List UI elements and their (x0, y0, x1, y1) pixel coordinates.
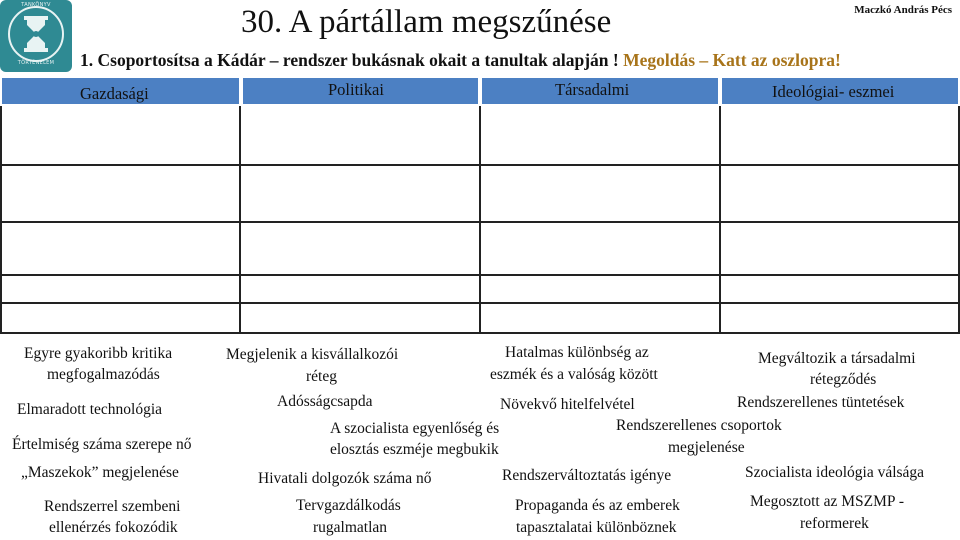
item-text[interactable]: rétegződés (810, 371, 877, 388)
item-text[interactable]: Propaganda és az emberek (515, 497, 680, 514)
column-label-politikai: Politikai (328, 80, 384, 99)
logo-top-text: TANKÖNYV (21, 2, 51, 8)
column-label-tarsadalmi: Társadalmi (555, 80, 630, 99)
item-text[interactable]: Hivatali dolgozók száma nő (258, 470, 432, 487)
answer-grid (0, 106, 960, 334)
author-credit: Maczkó András Pécs (854, 4, 952, 16)
item-text[interactable]: rugalmatlan (313, 519, 388, 536)
item-text[interactable]: Rendszerrel szembeni (44, 498, 181, 515)
item-text[interactable]: Elmaradott technológia (17, 401, 163, 418)
grid-line (0, 164, 960, 166)
grid-line (239, 106, 241, 334)
item-text[interactable]: Szocialista ideológia válsága (745, 464, 925, 481)
textbook-logo (0, 0, 72, 72)
logo-bottom-text: TÖRTÉNELEM (17, 60, 55, 66)
table-header (0, 76, 960, 106)
grid-line (0, 221, 960, 223)
item-text[interactable]: Megváltozik a társadalmi (758, 350, 916, 367)
item-text[interactable]: „Maszekok” megjelenése (21, 464, 179, 481)
grid-line (0, 302, 960, 304)
item-text[interactable]: megjelenése (668, 439, 745, 456)
item-text[interactable]: reformerek (800, 515, 869, 532)
item-text[interactable]: Rendszerellenes tüntetések (737, 394, 905, 411)
item-text[interactable]: ellenérzés fokozódik (49, 519, 178, 536)
item-text[interactable]: Növekvő hitelfelvétel (500, 396, 635, 413)
item-text[interactable]: Egyre gyakoribb kritika (24, 345, 173, 362)
column-label-gazdasagi: Gazdasági (80, 84, 149, 103)
item-text[interactable]: Megjelenik a kisvállalkozói (226, 346, 399, 363)
item-text[interactable]: eszmék és a valóság között (490, 366, 658, 383)
page-title: 30. A pártállam megszűnése (241, 4, 612, 40)
task-text: 1. Csoportosítsa a Kádár – rendszer bukásnak okait a tanultak alapján ! (80, 50, 624, 70)
column-label-ideologiai: Ideológiai- eszmei (772, 82, 895, 101)
item-text[interactable]: Rendszerváltoztatás igénye (502, 467, 672, 484)
item-text[interactable]: Értelmiség száma szerepe nő (12, 436, 192, 453)
item-text[interactable]: megfogalmazódás (47, 366, 160, 383)
item-text[interactable]: A szocialista egyenlőség és (330, 420, 500, 437)
grid-line (0, 274, 960, 276)
grid-line (0, 332, 960, 334)
item-text[interactable]: Tervgazdálkodás (296, 497, 401, 514)
solution-hint: Megoldás – Katt az oszlopra! (623, 50, 841, 70)
item-text[interactable]: tapasztalatai különböznek (516, 519, 677, 536)
item-text[interactable]: Adósságcsapda (277, 393, 373, 410)
grid-line (479, 106, 481, 334)
item-text[interactable]: Megosztott az MSZMP - (750, 493, 904, 510)
task-instruction (80, 50, 841, 71)
item-text[interactable]: Hatalmas különbség az (505, 344, 649, 361)
item-text[interactable]: réteg (306, 368, 337, 385)
grid-line (0, 106, 2, 334)
hourglass-icon (22, 16, 50, 52)
item-text[interactable]: Rendszerellenes csoportok (616, 417, 782, 434)
item-text[interactable]: elosztás eszméje megbukik (330, 441, 499, 458)
grid-line (719, 106, 721, 334)
